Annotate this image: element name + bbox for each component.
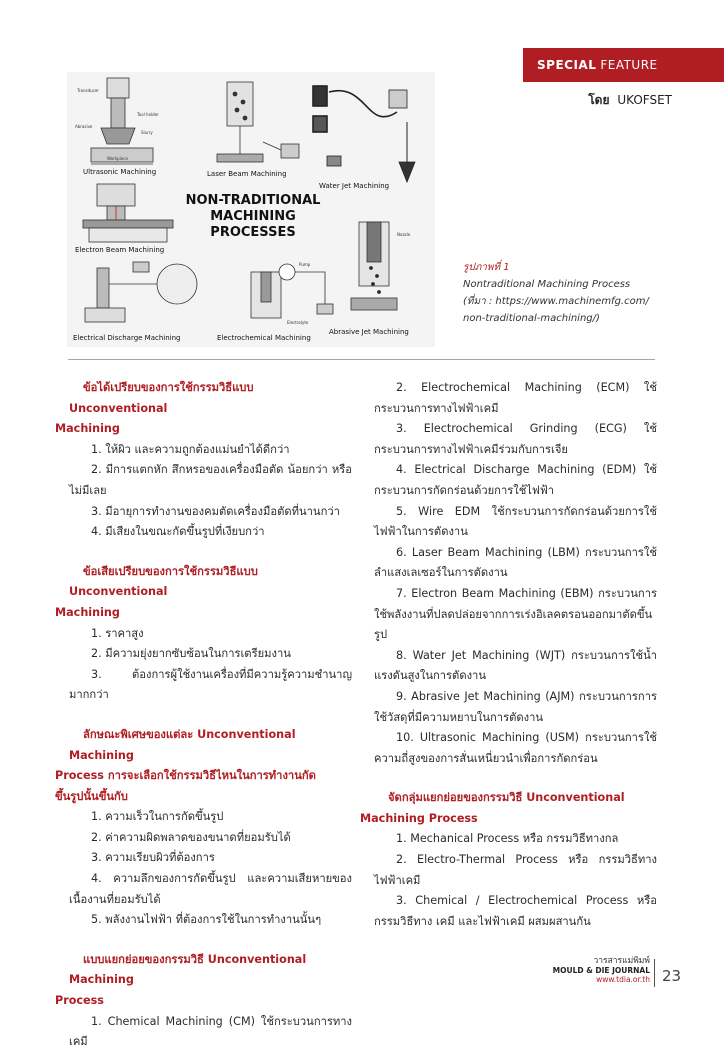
process-group-item: 2. Electro-Thermal Process หรือ กรรมวิธีทาง ไฟฟ้าเคมี: [374, 853, 657, 887]
journal-name-thai: วารสารแม่พิมพ์: [593, 956, 650, 966]
process-groups-heading-a: จัดกลุ่มแยกย่อยของกรรมวิธี Unconventional: [388, 791, 625, 805]
label-electrolyte: Electrolyte: [287, 320, 309, 325]
process-type-item: 4. Electrical Discharge Machining (EDM) ใช้กระบวนการกัดกร่อนด้วยการใช้ไฟฟ้า: [374, 463, 657, 497]
right-column: [360, 378, 657, 932]
process-types-heading-b: Process: [55, 994, 104, 1008]
label-pump: Pump: [299, 262, 311, 267]
advantages-heading-b: Machining: [55, 422, 120, 436]
label-transducer: Transducer: [77, 88, 99, 93]
characteristic-item: 1. ความเร็วในการกัดขึ้นรูป: [91, 810, 224, 824]
characteristic-item: 2. ค่าความผิดพลาดของขนาดที่ยอมรับได้: [91, 830, 291, 844]
disadvantage-item: 2. มีความยุ่งยากซับซ้อนในการเตรียมงาน: [91, 647, 291, 661]
process-type-item: 2. Electrochemical Machining (ECM) ใช้กระบวนการทางไฟฟ้าเคมี: [374, 381, 657, 415]
caption-edm: Electrical Discharge Machining: [73, 334, 181, 342]
label-slurry: Slurry: [141, 130, 153, 135]
process-group-item: 1. Mechanical Process หรือ กรรมวิธีทางกล: [396, 832, 619, 846]
disadvantages-heading: [55, 562, 352, 624]
advantage-item: 2. มีการแตกหัก สึกหรอของเครื่องมือตัด น้อยกว่า หรือไม่มีเลย: [69, 463, 352, 497]
left-column: [55, 378, 352, 1053]
process-groups-heading: [360, 788, 657, 829]
figure-caption: [463, 259, 683, 327]
journal-footer: [553, 957, 650, 984]
process-type-item: 10. Ultrasonic Machining (USM) กระบวนการใช้ความถี่สูงของการสั่นเหนี่ยวนำเพื่อการกัดกร่อน: [374, 731, 657, 765]
caption-waterjet: Water Jet Machining: [319, 182, 390, 190]
advantage-item: 3. มีอายุการทำงานของคมตัดเครื่องมือตัดที่นานกว่า: [91, 504, 340, 518]
advantages-heading: [55, 378, 352, 440]
figure-title-line-3: PROCESSES: [210, 225, 296, 240]
journal-url[interactable]: www.tdia.or.th: [596, 975, 650, 984]
caption-laser: Laser Beam Machining: [207, 170, 287, 178]
disadvantages-heading-a: ข้อเสียเปรียบของการใช้กรรมวิธีแบบ Unconventional: [69, 564, 258, 599]
disadvantage-item: 3. ต้องการผู้ใช้งานเครื่องที่มีความรู้ความชำนาญมากกว่า: [69, 667, 352, 702]
process-type-item: 7. Electron Beam Machining (EBM) กระบวนการใช้พลังงานที่ปลดปล่อยจากการเร่งอิเลคตรอนออกมาตัดขึ้นรูป: [374, 586, 657, 642]
caption-ultrasonic: Ultrasonic Machining: [83, 168, 157, 176]
process-group-item: 3. Chemical / Electrochemical Process หรือ กรรมวิธีทาง เคมี และไฟฟ้าเคมี ผสมผสานกัน: [374, 894, 657, 928]
byline-prefix: โดย: [588, 93, 610, 107]
process-type-item: 6. Laser Beam Machining (LBM) กระบวนการใช้ลำแสงเลเซอร์ในการตัดงาน: [374, 545, 657, 580]
machining-processes-figure: [67, 72, 435, 347]
caption-ajm: Abrasive Jet Machining: [329, 328, 409, 336]
characteristics-heading: [55, 725, 352, 807]
label-abrasive: Abrasive: [75, 124, 93, 129]
advantage-item: 1. ให้ผิว และความถูกต้องแม่นยำได้ดีกว่า: [91, 442, 290, 456]
caption-title: รูปภาพที่ 1: [463, 262, 510, 273]
characteristic-item: 3. ความเรียบผิวที่ต้องการ: [91, 851, 215, 865]
caption-line-1: Nontraditional Machining Process: [463, 279, 631, 290]
section-banner: [523, 48, 724, 82]
label-nozzle: Nozzle: [397, 232, 411, 237]
caption-line-3: non-traditional-machining/): [463, 313, 600, 324]
byline: [588, 91, 672, 110]
caption-ebm: Electron Beam Machining: [75, 246, 165, 254]
journal-name-english: MOULD & DIE JOURNAL: [552, 966, 650, 975]
characteristic-item: 5. พลังงานไฟฟ้า ที่ต้องการใช้ในการทำงานนั้นๆ: [91, 913, 322, 927]
section-divider: [68, 359, 655, 360]
process-type-item: 5. Wire EDM ใช้กระบวนการกัดกร่อนด้วยการใช้ไฟฟ้าในการตัดงาน: [374, 504, 657, 539]
caption-line-2: (ที่มา : https://www.machinemfg.com/: [463, 296, 649, 307]
section-label-rest: FEATURE: [600, 58, 658, 72]
caption-ecm: Electrochemical Machining: [217, 334, 311, 342]
characteristics-heading-a: ลักษณะพิเศษของแต่ละ Unconventional Machining: [69, 727, 296, 762]
characteristic-item: 4. ความลึกของการกัดขึ้นรูป และความเสียหายของเนื้องานที่ยอมรับได้: [69, 872, 352, 906]
footer-divider: [654, 959, 655, 987]
process-types-heading-a: แบบแยกย่อยของกรรมวิธี Unconventional Machining: [69, 952, 307, 987]
page-number: 23: [662, 967, 682, 985]
label-workpiece: Workpiece: [107, 156, 128, 161]
process-groups-heading-b: Machining Process: [360, 811, 478, 825]
process-type-item: 8. Water Jet Machining (WJT) กระบวนการใช้น้ำแรงดันสูงในการตัดงาน: [374, 648, 657, 683]
byline-author: UKOFSET: [617, 93, 672, 107]
disadvantages-heading-b: Machining: [55, 605, 120, 619]
disadvantage-item: 1. ราคาสูง: [91, 626, 144, 640]
label-tool-holder: Tool holder: [137, 112, 159, 117]
process-type-item: 9. Abrasive Jet Machining (AJM) กระบวนการการใช้วัสดุที่มีความหยาบในการตัดงาน: [374, 689, 657, 724]
advantage-item: 4. มีเสียงในขณะกัดขึ้นรูปที่เงียบกว่า: [91, 525, 265, 539]
figure-title-line-1: NON-TRADITIONAL: [185, 193, 321, 208]
characteristics-heading-c: ขึ้นรูปนั้นขึ้นกับ: [55, 789, 128, 803]
process-types-heading: [55, 950, 352, 1012]
figure-title-line-2: MACHINING: [210, 209, 296, 224]
process-type-item: 3. Electrochemical Grinding (ECG) ใช้กระบวนการทางไฟฟ้าเคมีร่วมกับการเจีย: [374, 422, 657, 456]
characteristics-heading-b: Process การจะเลือกใช้กรรมวิธีไหนในการทำงานกัด: [55, 769, 316, 783]
advantages-heading-a: ข้อได้เปรียบของการใช้กรรมวิธีแบบ Unconventional: [69, 381, 254, 415]
process-type-item: 1. Chemical Machining (CM) ใช้กระบวนการทางเคมี: [69, 1014, 352, 1049]
section-label-bold: SPECIAL: [537, 58, 597, 72]
